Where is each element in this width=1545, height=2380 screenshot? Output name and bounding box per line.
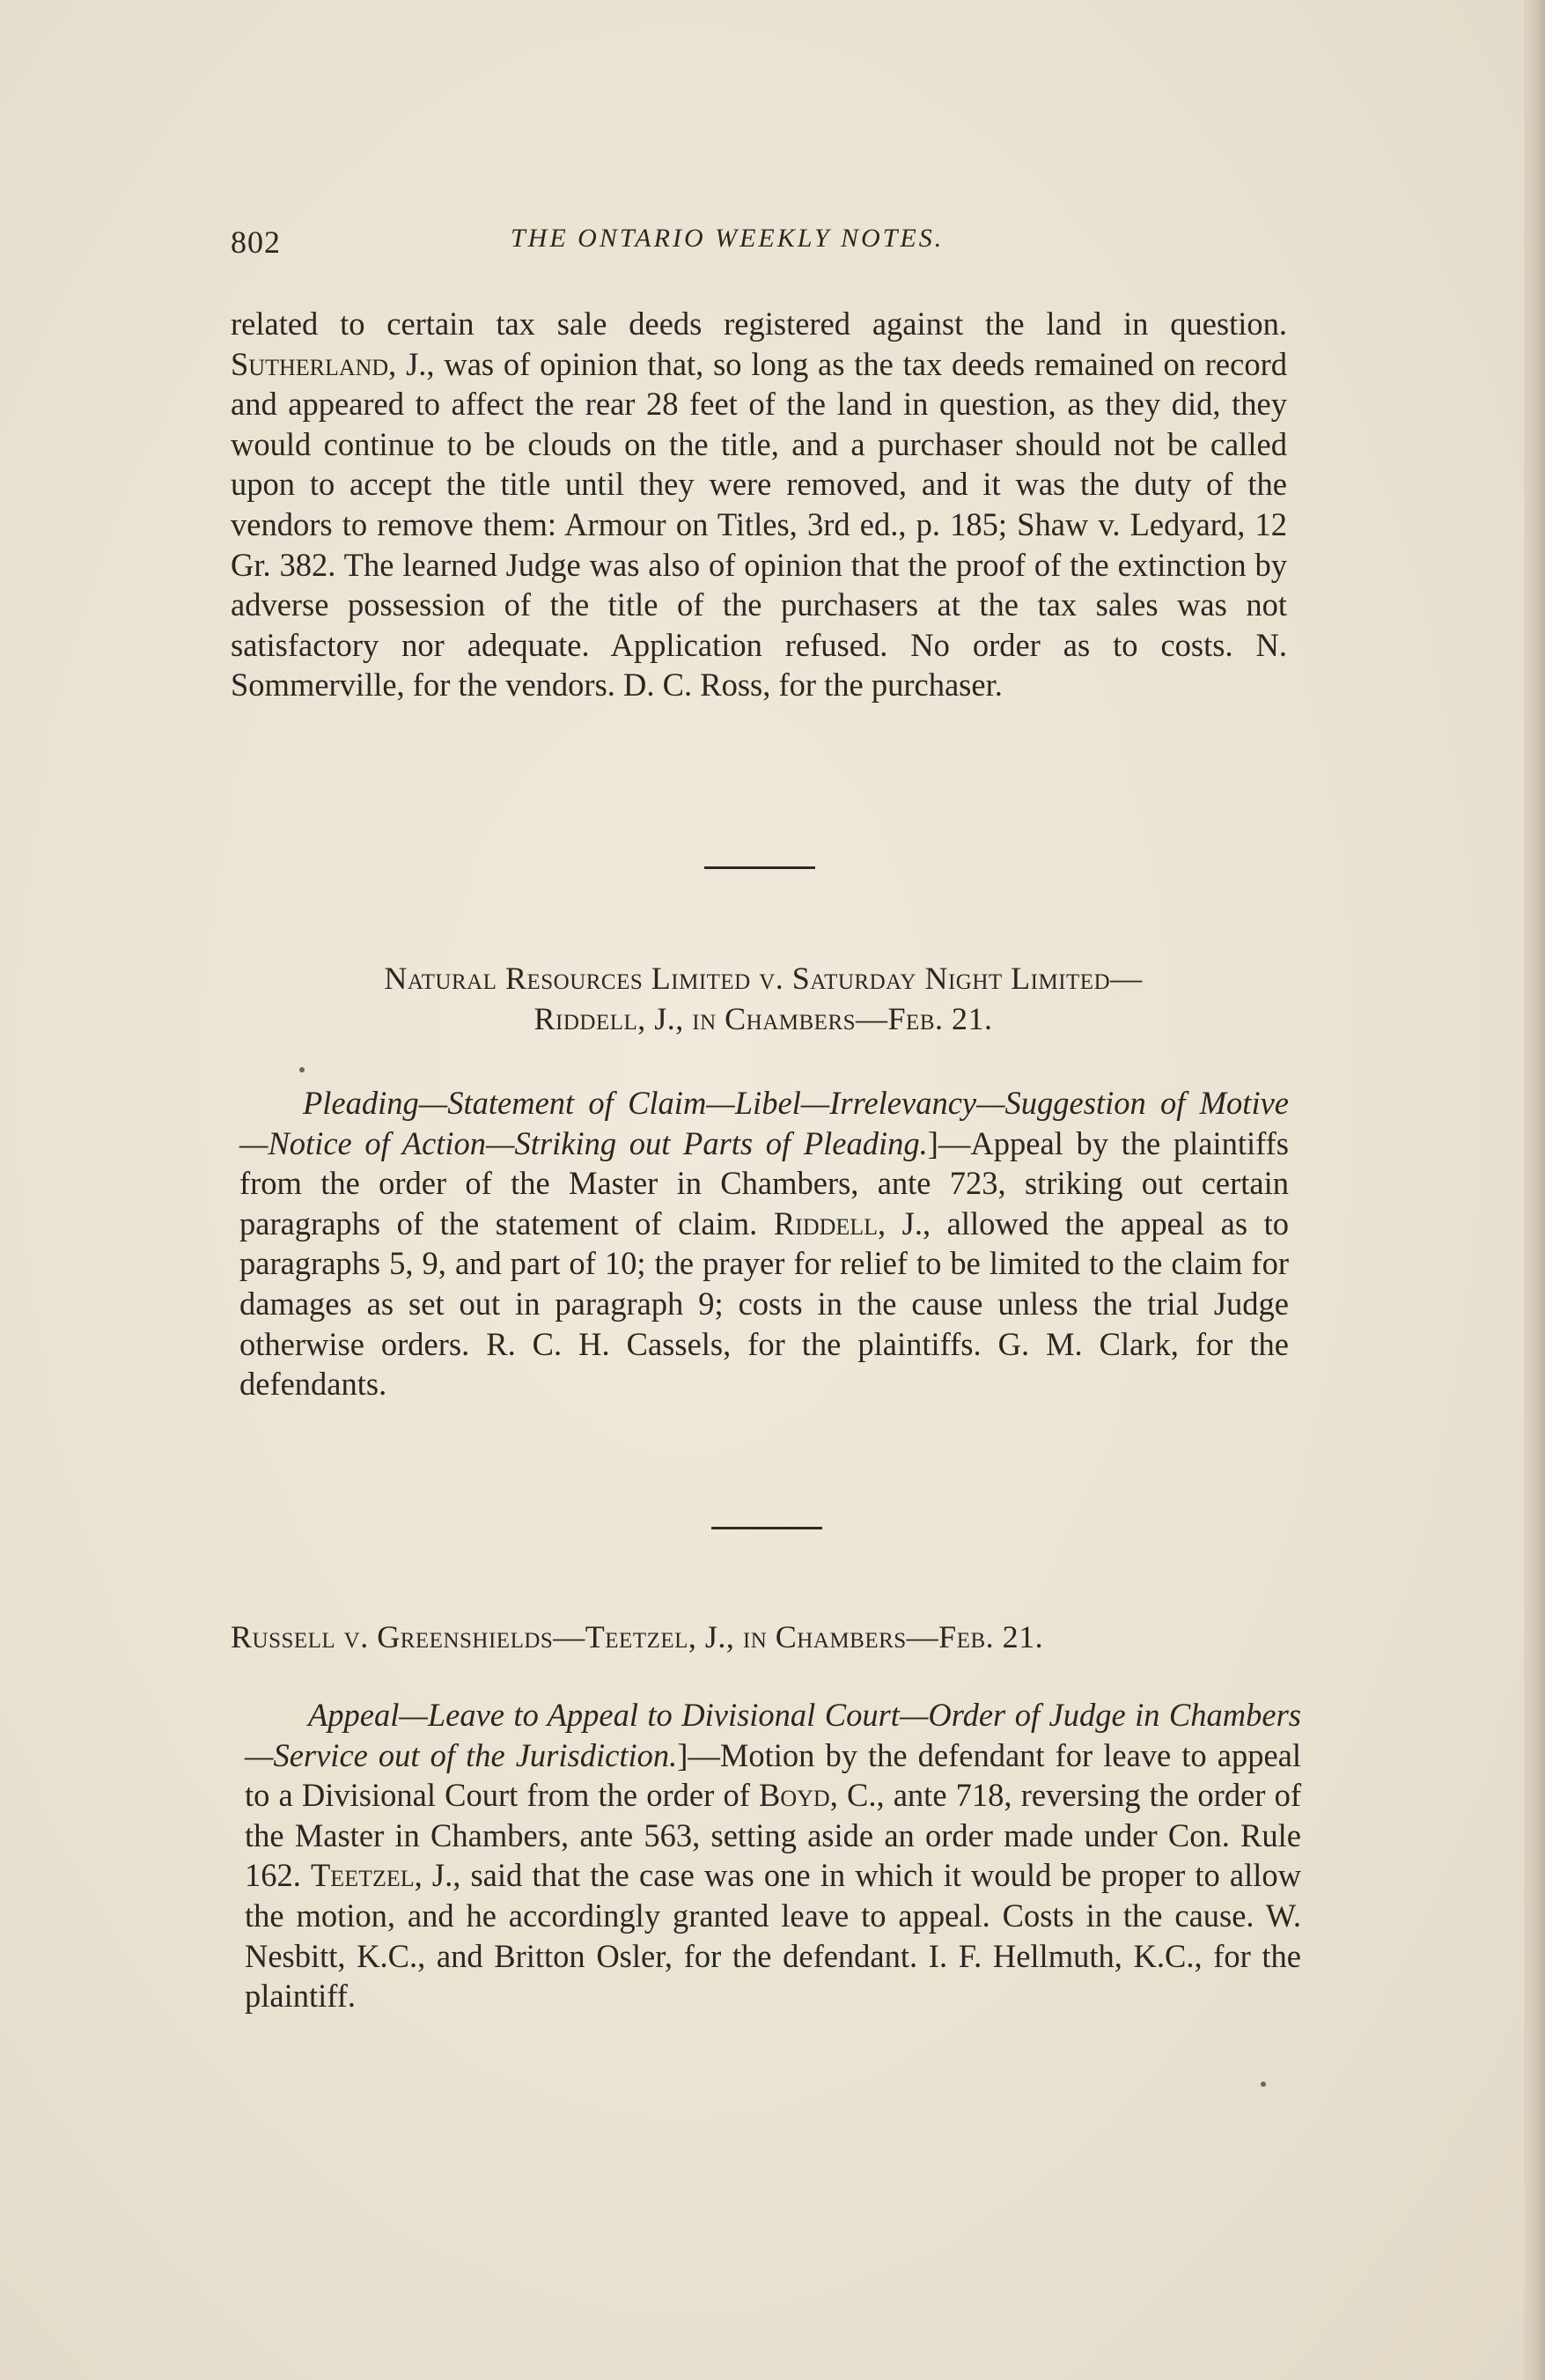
ink-speck [299, 1067, 305, 1072]
case-heading-russell [231, 1617, 1296, 1657]
section3-text-c: , J., said that the case was one in which it would be proper to allow the motion, and he accordingly granted leave to appeal. Costs in the cause. W. Nesbitt, K.C., and Britton Osler, for the defendant. I. F. Hellmuth, K.C., for the plaintiff. [245, 1857, 1301, 2015]
page-header [231, 224, 1305, 268]
section3-text-a: ]—Motion by the defendant for leave to appeal to a Divisional Court from the order of [245, 1736, 1301, 1814]
section2-paragraph [239, 1083, 1289, 1404]
case-heading-russell-text: Russell v. Greenshields—Teetzel, J., in Chambers—Feb. 21. [231, 1619, 1044, 1654]
section2-text-a: ]—Appeal by the plaintiffs from the order of the Master in Chambers, ante 723, striking out certain paragraphs of the statement of claim. [239, 1124, 1290, 1242]
page-number: 802 [231, 225, 281, 260]
section3-headnote: Appeal—Leave to Appeal to Divisional Court—Order of Judge in Chambers—Service out of the Jurisdiction. [245, 1697, 1301, 1773]
ink-speck-2 [1261, 2082, 1266, 2087]
case-heading-natural-resources [231, 958, 1296, 1039]
section2-headnote: Pleading—Statement of Claim—Libel—Irrelevancy—Suggestion of Motive—Notice of Action—Striking out Parts of Pleading. [239, 1085, 1289, 1161]
section1-judge: Sutherland [231, 345, 389, 382]
section1-text-a: related to certain tax sale deeds registered against the land in question. [231, 306, 1287, 342]
section3-text-b: , C., ante 718, reversing the order of the Master in Chambers, ante 563, setting aside an order made under Con. Rule 162. [245, 1777, 1301, 1894]
section2-judge: Riddell [773, 1205, 879, 1242]
section3-paragraph [245, 1695, 1301, 2016]
running-title: THE ONTARIO WEEKLY NOTES. [511, 224, 945, 253]
case-heading-line1: Natural Resources Limited v. Saturday Night Limited— [384, 961, 1143, 996]
section2-text-b: , J., allowed the appeal as to paragraphs 5, 9, and part of 10; the prayer for relief to be limited to the claim for damages as set out in paragraph 9; costs in the cause unless the trial Judge otherwise orders. R. C. H. Cassels, for the plaintiffs. G. M. Clark, for the defendants. [239, 1205, 1289, 1403]
section3-judge-boyd: Boyd [759, 1777, 830, 1814]
section3-judge-teetzel: Teetzel [311, 1857, 415, 1894]
case-heading-line2: Riddell, J., in Chambers—Feb. 21. [533, 1001, 993, 1036]
section1-paragraph [231, 304, 1287, 705]
section1-text-b: , J., was of opinion that, so long as the tax deeds remained on record and appeared to affect the rear 28 feet of the land in question, as they did, they would continue to be clouds on the title, and a purchaser should not be called upon to accept the title until they were removed, and it was the duty of the vendors to remove them: Armour on Titles, 3rd ed., p. 185; Shaw v. Ledyard, 12 Gr. 382. The learned Judge was also of opinion that the proof of the extinction by adverse possession of the title of the purchasers at the tax sales was not satisfactory nor adequate. Application refused. No order as to costs. N. Sommerville, for the vendors. D. C. Ross, for the purchaser. [231, 345, 1287, 704]
section-divider-2 [711, 1527, 822, 1529]
section-divider-1 [704, 866, 815, 869]
page-edge [1524, 0, 1545, 2380]
